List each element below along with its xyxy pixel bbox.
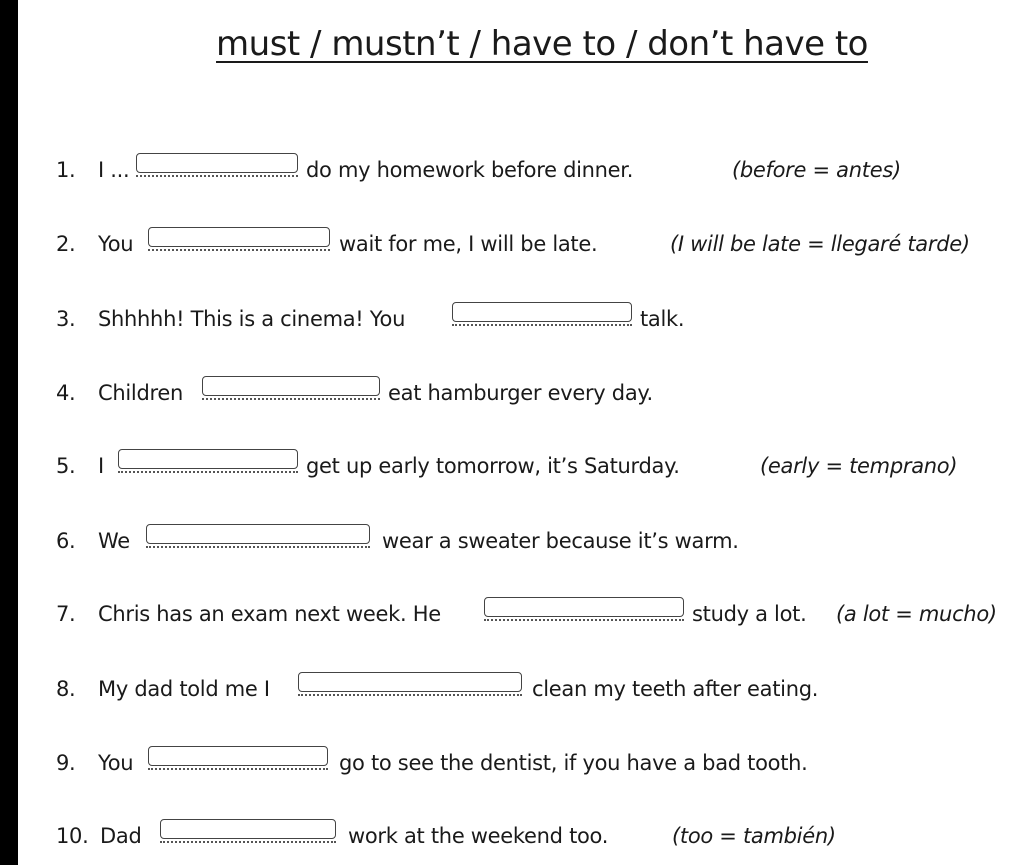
item-text-before: My dad told me I (98, 677, 270, 701)
item-text-before: Children (98, 381, 183, 405)
item-text-before: I ... (98, 158, 130, 182)
item-text-before: Dad (100, 824, 142, 848)
item-hint: (too = también) (672, 824, 836, 848)
item-text-after: wait for me, I will be late. (339, 232, 598, 256)
answer-blank-9[interactable] (148, 745, 328, 781)
item-number: 5. (56, 454, 76, 478)
item-text-after: work at the weekend too. (348, 824, 609, 848)
item-hint: (early = temprano) (760, 454, 958, 478)
item-text-after: talk. (640, 307, 685, 331)
item-hint: (I will be late = llegaré tarde) (670, 232, 970, 256)
answer-blank-8[interactable] (298, 671, 522, 707)
item-hint: (before = antes) (732, 158, 901, 182)
answer-blank-10[interactable] (160, 818, 336, 854)
worksheet-title: must / mustn’t / have to / don’t have to (216, 24, 868, 64)
answer-blank-1[interactable] (136, 152, 298, 188)
item-text-after: eat hamburger every day. (388, 381, 653, 405)
item-number: 3. (56, 307, 76, 331)
item-text-before: I (98, 454, 104, 478)
answer-blank-5[interactable] (118, 448, 298, 484)
answer-blank-7[interactable] (484, 596, 684, 632)
answer-blank-3[interactable] (452, 301, 632, 337)
item-text-after: get up early tomorrow, it’s Saturday. (306, 454, 680, 478)
item-text-after: study a lot. (692, 602, 807, 626)
item-number: 10. (56, 824, 89, 848)
item-number: 9. (56, 751, 76, 775)
item-text-after: go to see the dentist, if you have a bad tooth. (339, 751, 808, 775)
item-number: 4. (56, 381, 76, 405)
answer-blank-6[interactable] (146, 523, 370, 559)
item-text-before: We (98, 529, 130, 553)
item-text-before: You (98, 232, 134, 256)
item-number: 6. (56, 529, 76, 553)
left-edge-bar (0, 0, 18, 865)
item-number: 7. (56, 602, 76, 626)
item-text-before: You (98, 751, 134, 775)
item-text-before: Chris has an exam next week. He (98, 602, 441, 626)
answer-blank-4[interactable] (202, 375, 380, 411)
item-text-after: do my homework before dinner. (306, 158, 634, 182)
item-text-after: wear a sweater because it’s warm. (382, 529, 739, 553)
item-text-before: Shhhhh! This is a cinema! You (98, 307, 406, 331)
item-number: 8. (56, 677, 76, 701)
item-number: 2. (56, 232, 76, 256)
item-hint: (a lot = mucho) (836, 602, 997, 626)
answer-blank-2[interactable] (148, 226, 330, 262)
item-number: 1. (56, 158, 76, 182)
item-text-after: clean my teeth after eating. (532, 677, 819, 701)
